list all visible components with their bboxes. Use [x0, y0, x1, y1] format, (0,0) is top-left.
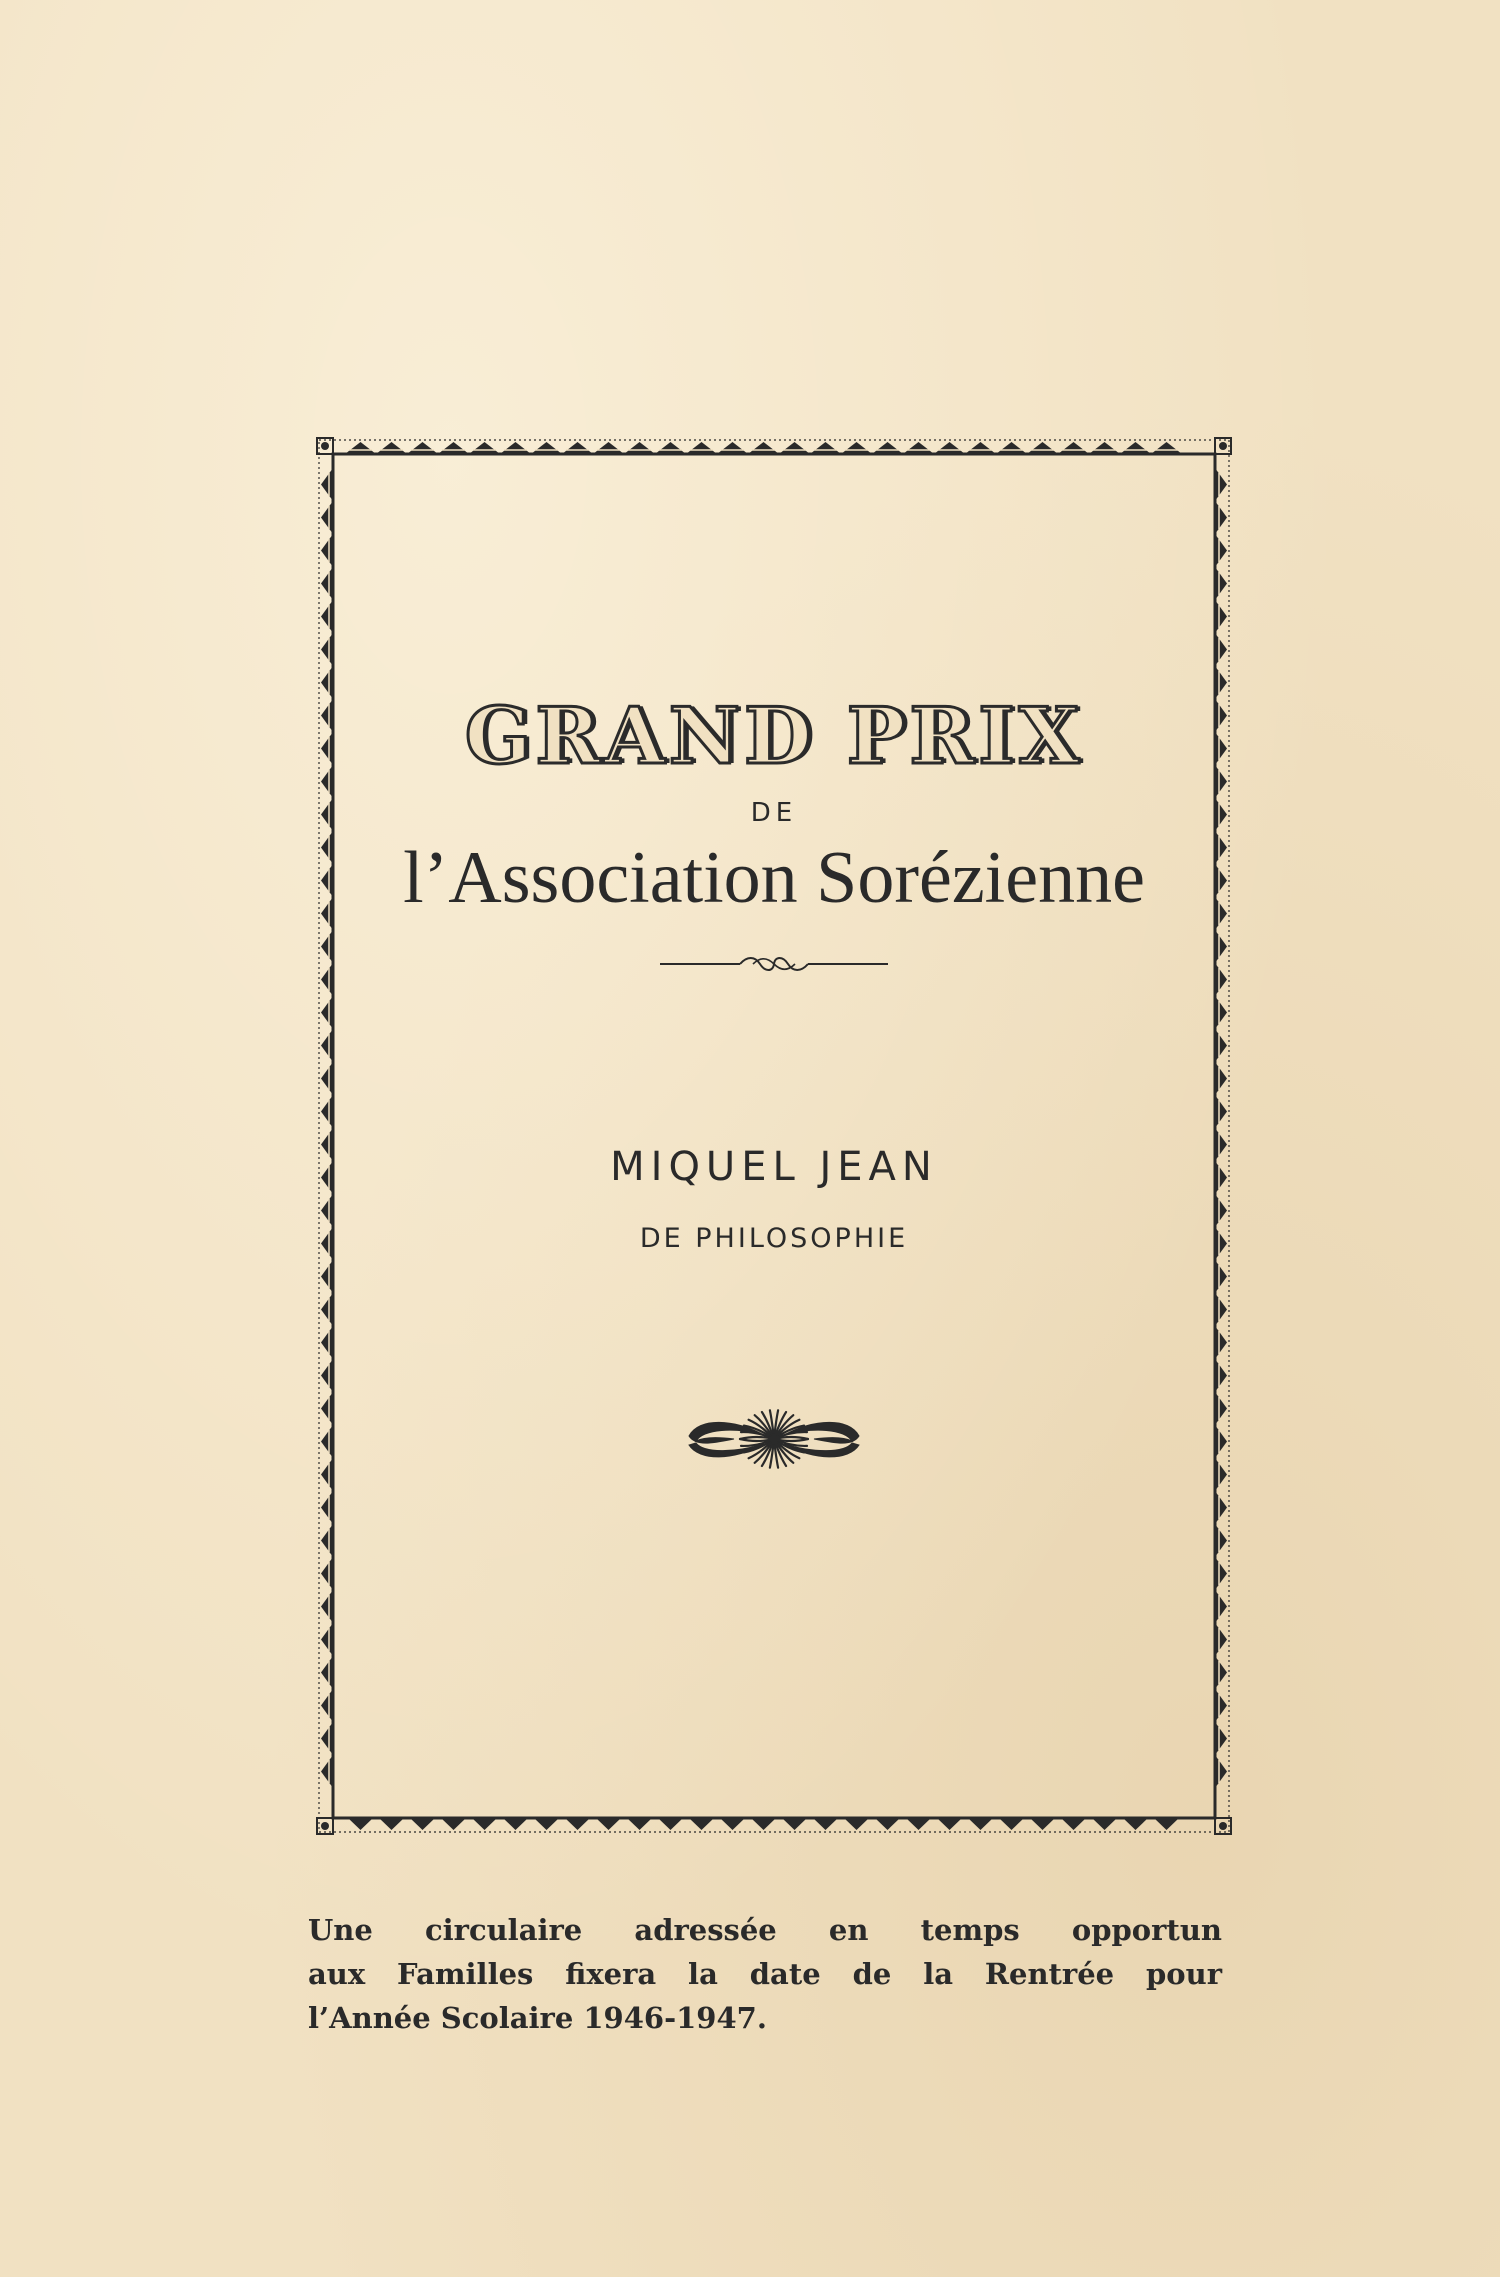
- notice-line: aux Familles fixera la date de la Rentrée pour: [308, 1957, 1222, 1991]
- notice-line: Une circulaire adressée en temps opportun: [308, 1913, 1222, 1947]
- notice-line: l’Année Scolaire 1946-1947.: [308, 2001, 767, 2035]
- class-line: DE PHILOSOPHIE: [639, 1223, 909, 1254]
- reopening-notice: [308, 1908, 1222, 2040]
- grand-prix-title: GRAND PRIX: [464, 691, 1084, 782]
- flower-ornament-icon: [315, 1394, 1233, 1484]
- connector-word: DE: [750, 798, 798, 828]
- organization-name: l’Association Sorézienne: [403, 837, 1145, 919]
- sawtooth-border-icon: [315, 436, 1233, 1836]
- scroll-divider-icon: [315, 954, 1233, 974]
- recipient-name: MIQUEL JEAN: [610, 1144, 938, 1190]
- certificate-frame: [315, 436, 1233, 1836]
